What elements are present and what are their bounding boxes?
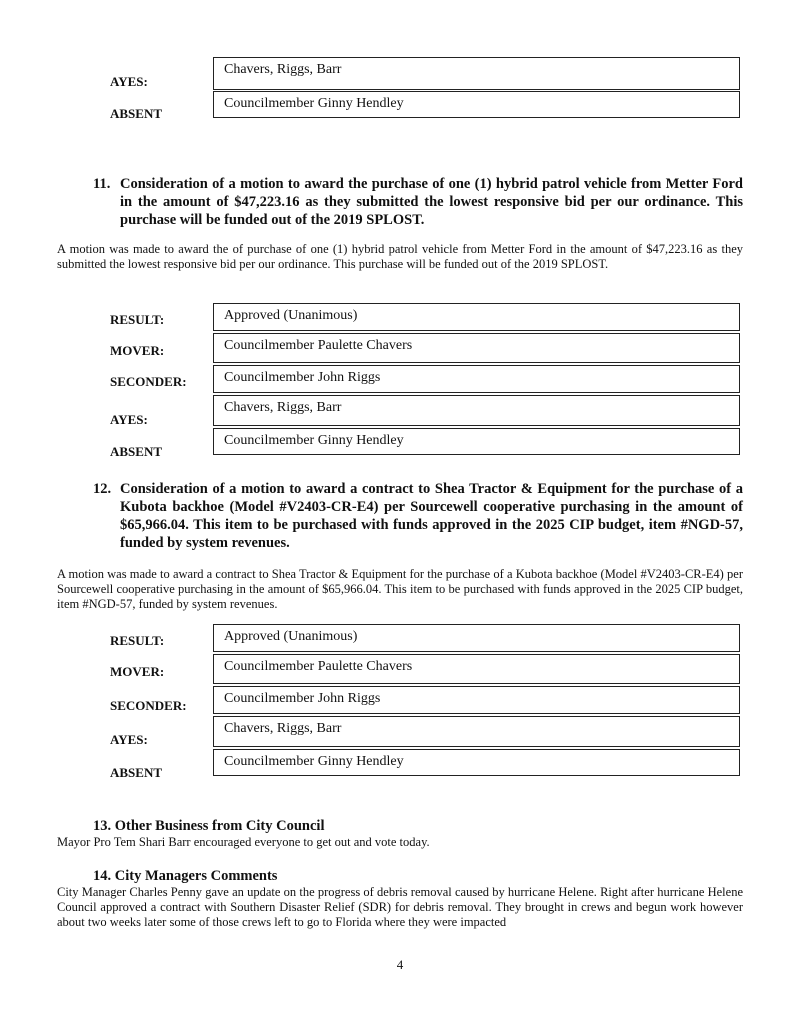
vote-row-absent: [0, 428, 800, 460]
vote-label: AYES:: [110, 732, 148, 747]
vote-label: ABSENT: [110, 106, 163, 121]
item-number: 11.: [93, 176, 111, 192]
item-12-motion: A motion was made to award a contract to Shea Tractor & Equipment for the purchase of a Kubota backhoe (Model #V2403-CR-E4) per Sourcewell cooperative purchasing in the amount of $65,966.04. This item to be purchased with funds approved in the 2025 CIP budget, item #NGD-57, funded by system revenues.: [57, 567, 743, 611]
vote-value: Chavers, Riggs, Barr: [213, 716, 740, 747]
vote-row-result: [0, 303, 800, 335]
item-13-text: Mayor Pro Tem Shari Barr encouraged everyone to get out and vote today.: [57, 835, 430, 849]
vote-label: SECONDER:: [110, 374, 187, 389]
item-heading-text: Consideration of a motion to award a contract to Shea Tractor & Equipment for the purchase of a Kubota backhoe (Model #V2403-CR-E4) per Sourcewell cooperative purchasing in the amount of $65,966.04. This item to be purchased with funds approved in the 2025 CIP budget, item #NGD-57, funded by system revenues.: [120, 481, 743, 551]
vote-value: Councilmember Paulette Chavers: [213, 654, 740, 684]
vote-label: ABSENT: [110, 444, 163, 459]
item-number: 12.: [93, 481, 112, 497]
vote-row-result: [0, 624, 800, 656]
vote-row-ayes: [0, 716, 800, 748]
vote-label: AYES:: [110, 412, 148, 427]
vote-value: Councilmember Ginny Hendley: [213, 749, 740, 776]
vote-label: SECONDER:: [110, 698, 187, 713]
vote-row-absent: [0, 91, 800, 123]
vote-row-seconder: [0, 686, 800, 718]
vote-row-seconder: [0, 365, 800, 397]
vote-value: Approved (Unanimous): [213, 624, 740, 652]
vote-row-mover: [0, 654, 800, 686]
vote-value: Chavers, Riggs, Barr: [213, 57, 740, 90]
vote-row-ayes: [0, 395, 800, 427]
vote-label: MOVER:: [110, 664, 165, 679]
vote-value: Approved (Unanimous): [213, 303, 740, 331]
item-14-heading: 14. City Managers Comments: [93, 868, 278, 884]
vote-value: Councilmember John Riggs: [213, 686, 740, 714]
vote-value: Councilmember Paulette Chavers: [213, 333, 740, 363]
item-13-heading: 13. Other Business from City Council: [93, 818, 325, 834]
vote-row-mover: [0, 333, 800, 365]
item-14-text: City Manager Charles Penny gave an update on the progress of debris removal caused by hurricane Helene. Right after hurricane Helene Council approved a contract with Southern Disaster Relief (SDR) for debris removal. They brought in crews and begun work however about two weeks later some of those crews left to go to Florida where they were impacted: [57, 885, 743, 929]
vote-value: Councilmember Ginny Hendley: [213, 91, 740, 118]
vote-value: Chavers, Riggs, Barr: [213, 395, 740, 426]
item-heading-text: Consideration of a motion to award the purchase of one (1) hybrid patrol vehicle from Metter Ford in the amount of $47,223.16 as they submitted the lowest responsive bid per our ordinance. This purchase will be funded out of the 2019 SPLOST.: [120, 176, 743, 228]
vote-value: Councilmember John Riggs: [213, 365, 740, 393]
vote-label: RESULT:: [110, 312, 165, 327]
page-number: 4: [396, 957, 404, 972]
vote-label: AYES:: [110, 74, 148, 89]
vote-label: RESULT:: [110, 633, 165, 648]
vote-row-absent: [0, 749, 800, 781]
item-11-motion: A motion was made to award the of purchase of one (1) hybrid patrol vehicle from Metter Ford in the amount of $47,223.16 as they submitted the lowest responsive bid per our ordinance. This purchase will be funded out of the 2019 SPLOST.: [57, 242, 743, 271]
item-11-heading: [93, 175, 743, 229]
item-12-heading: [93, 480, 743, 552]
vote-row-ayes: [0, 57, 800, 89]
vote-label: MOVER:: [110, 343, 165, 358]
vote-label: ABSENT: [110, 765, 163, 780]
vote-value: Councilmember Ginny Hendley: [213, 428, 740, 455]
